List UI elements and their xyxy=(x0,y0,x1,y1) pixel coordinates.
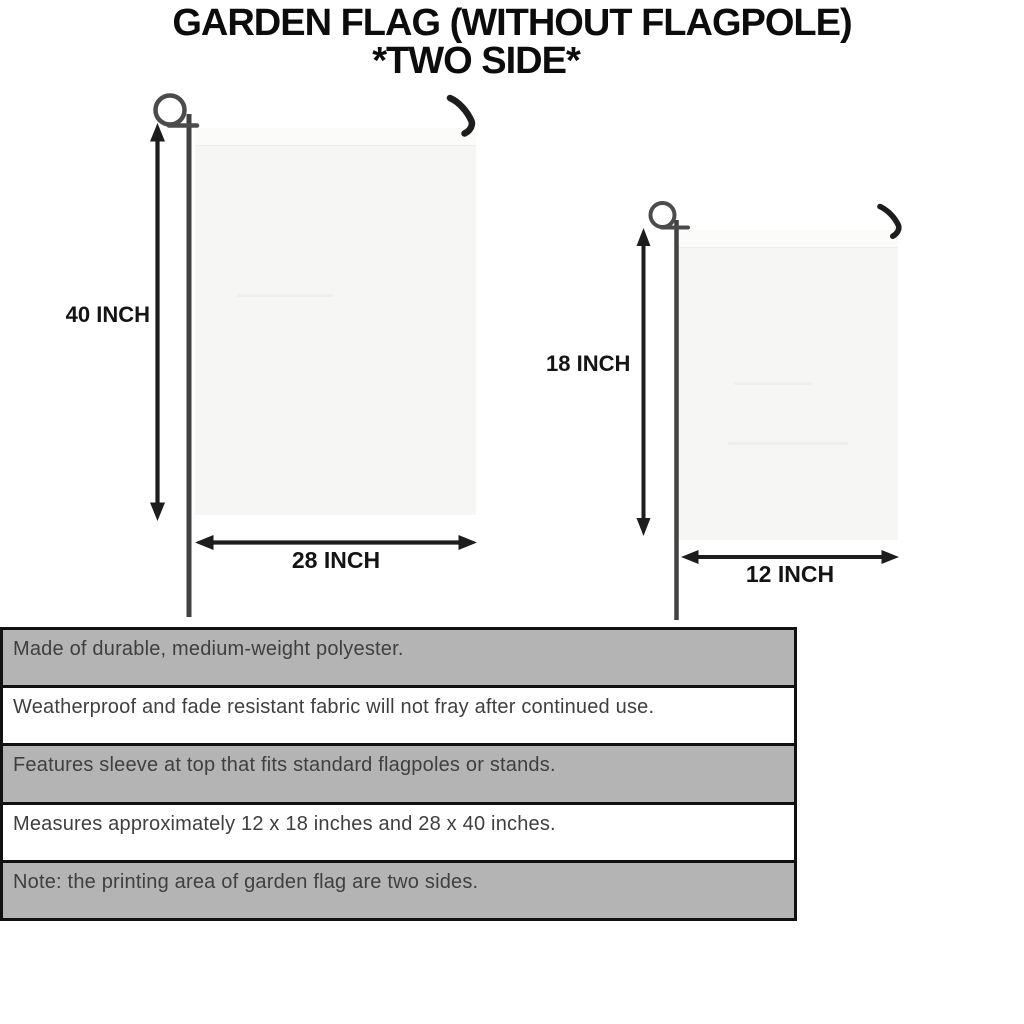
arrowhead-up-icon xyxy=(637,228,651,246)
large-height-label: 40 INCH xyxy=(65,302,150,327)
large-flag-hook-icon xyxy=(450,98,472,134)
arrowhead-down-icon xyxy=(637,518,651,536)
spec-text: Weatherproof and fade resistant fabric will not fray after continued use. xyxy=(13,696,655,719)
small-height-label: 18 INCH xyxy=(546,351,631,376)
spec-row xyxy=(3,688,794,746)
spec-text: Note: the printing area of garden flag are two sides. xyxy=(13,870,479,893)
title-line-1: GARDEN FLAG (WITHOUT FLAGPOLE) xyxy=(172,2,852,44)
large-height-arrow xyxy=(150,123,165,521)
spec-row xyxy=(3,746,794,804)
spec-text: Made of durable, medium-weight polyester. xyxy=(13,638,404,660)
title-line-2: *TWO SIDE* xyxy=(372,40,580,82)
spec-row xyxy=(3,630,794,688)
arrowhead-up-icon xyxy=(150,123,165,142)
small-height-arrow xyxy=(637,228,651,536)
large-pole-loop xyxy=(156,96,185,125)
small-width-label: 12 INCH xyxy=(745,561,835,587)
small-pole-loop xyxy=(651,203,675,227)
spec-text: Measures approximately 12 x 18 inches and 28 x 40 inches. xyxy=(13,812,556,835)
arrowhead-right-icon xyxy=(459,535,478,550)
large-flagpole xyxy=(156,96,198,618)
small-flag-hook-icon xyxy=(880,207,899,237)
spec-row xyxy=(3,805,794,863)
large-width-label: 28 INCH xyxy=(291,547,381,573)
arrowhead-down-icon xyxy=(150,503,165,522)
spec-table xyxy=(0,627,797,921)
arrowhead-left-icon xyxy=(195,535,214,550)
spec-text: Features sleeve at top that fits standard flagpoles or stands. xyxy=(13,754,556,777)
spec-row xyxy=(3,863,794,918)
